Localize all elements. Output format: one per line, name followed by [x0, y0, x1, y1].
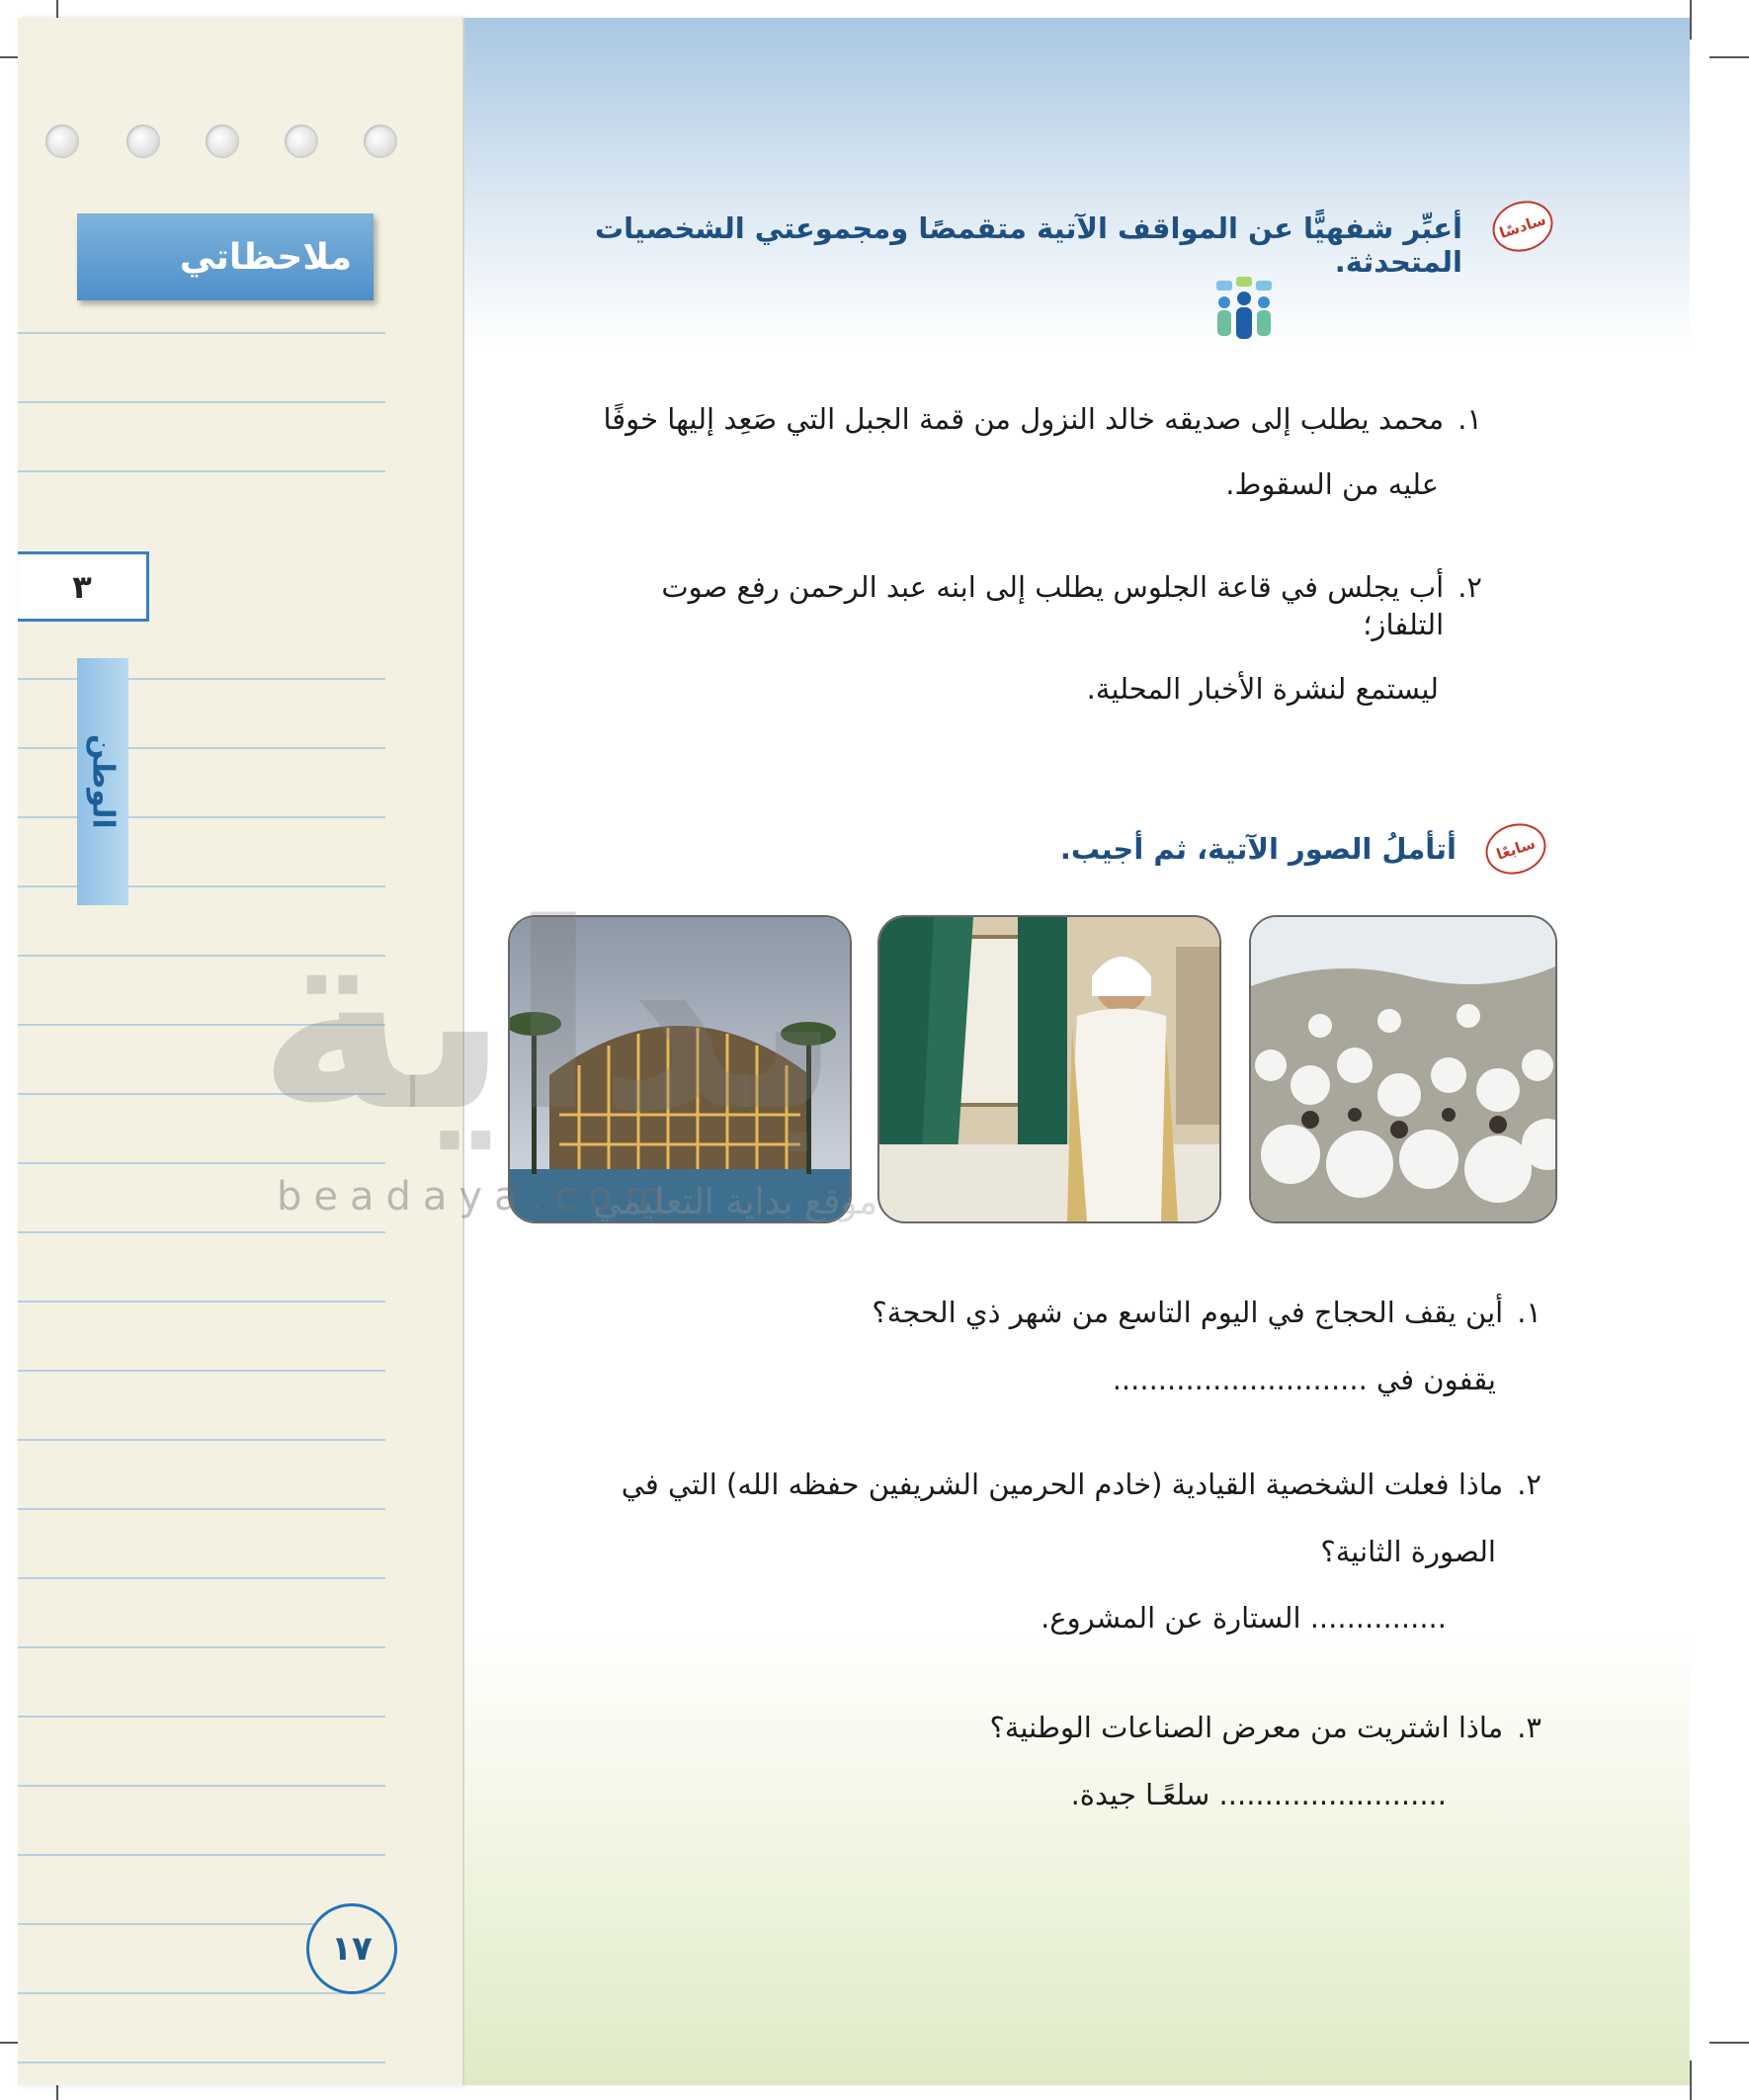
ruled-line	[18, 1785, 385, 1787]
watermark-url: beadaya.com	[277, 1174, 675, 1219]
question-1	[553, 1295, 1541, 1398]
ruled-line	[18, 2061, 385, 2063]
item-text-continued: ليستمع لنشرة الأخبار المحلية.	[1086, 672, 1439, 707]
watermark-logo: بداية	[257, 870, 843, 1168]
section7-heading: أتأملُ الصور الآتية، ثم أجيب.	[1059, 832, 1457, 866]
item-number: ١.	[1458, 402, 1482, 436]
notes-title-banner	[77, 213, 374, 300]
speaking-group-icon	[1210, 277, 1278, 344]
binder-hole	[285, 125, 318, 158]
unit-name: الوطن	[85, 734, 121, 829]
page-number-badge	[306, 1903, 397, 1994]
ruled-line	[18, 470, 385, 472]
section6-item-1	[593, 401, 1482, 503]
item-text: محمد يطلب إلى صديقه خالد النزول من قمة الجبل التي صَعِد إليها خوفًا	[603, 402, 1445, 436]
item-number: ٢.	[1458, 570, 1482, 604]
ruled-line	[18, 401, 385, 403]
photo-king-unveiling	[877, 915, 1221, 1223]
ruled-line	[18, 678, 385, 680]
binder-hole	[45, 125, 79, 158]
question-number: ٢.	[1517, 1468, 1541, 1501]
question-2	[534, 1467, 1541, 1638]
question-text: ماذا فعلت الشخصية القيادية (خادم الحرمين الشريفين حفظه الله) التي في	[621, 1468, 1504, 1501]
question-text-continued: الصورة الثانية؟	[1320, 1534, 1496, 1568]
ruled-line	[18, 1992, 385, 1994]
ruled-line	[18, 816, 385, 818]
ruled-line	[18, 747, 385, 749]
section6-item-2	[593, 569, 1482, 709]
ruled-line	[18, 1646, 385, 1648]
ruled-line	[18, 1231, 385, 1233]
ruled-line	[18, 1854, 385, 1856]
crop-mark	[1690, 0, 1692, 40]
ruled-line	[18, 1577, 385, 1579]
question-3	[553, 1710, 1541, 1813]
section-badge-seventh	[1479, 816, 1552, 882]
crop-mark	[1709, 56, 1749, 58]
page-number: ١٧	[331, 1929, 373, 1969]
question-number: ١.	[1517, 1296, 1541, 1329]
answer-line: ......................... سلعًـا جيدة.	[1070, 1777, 1447, 1811]
notes-title: ملاحظاتي	[179, 236, 352, 278]
answer-line: يقفون في ............................	[1112, 1362, 1496, 1396]
section-badge-sixth	[1486, 194, 1559, 260]
item-text-continued: عليه من السقوط.	[1225, 466, 1439, 501]
question-text: أين يقف الحجاج في اليوم التاسع من شهر ذي الحجة؟	[872, 1296, 1504, 1329]
binder-hole	[364, 125, 397, 158]
answer-line: ............... الستارة عن المشروع.	[1041, 1601, 1447, 1636]
question-number: ٣.	[1517, 1711, 1541, 1744]
question-text: ماذا اشتريت من معرض الصناعات الوطنية؟	[989, 1711, 1504, 1744]
item-text: أب يجلس في قاعة الجلوس يطلب إلى ابنه عبد الرحمن رفع صوت التلفاز؛	[661, 570, 1445, 641]
ruled-line	[18, 1301, 385, 1302]
ruled-line	[18, 1439, 385, 1441]
ruled-line	[18, 1716, 385, 1718]
ruled-line	[18, 332, 385, 334]
unit-name-tab	[77, 658, 128, 905]
badge-label: سابعًا	[1494, 834, 1538, 864]
photo-pilgrims-arafat	[1249, 915, 1557, 1223]
binder-hole	[126, 125, 160, 158]
ruled-line	[18, 1370, 385, 1372]
binder-hole	[206, 125, 239, 158]
badge-label: سادسًا	[1497, 210, 1548, 243]
ruled-line	[18, 1508, 385, 1510]
section6-heading: أعبِّر شفهيًّا عن المواقف الآتية متقمصًا ومجموعتي الشخصيات المتحدثة.	[595, 211, 1462, 279]
crop-mark	[1690, 2060, 1692, 2100]
unit-number-box	[18, 551, 149, 622]
unit-number: ٣	[72, 567, 92, 606]
watermark-site-name: موقع بداية التعليمي	[593, 1182, 878, 1222]
crop-mark	[1709, 2042, 1749, 2044]
